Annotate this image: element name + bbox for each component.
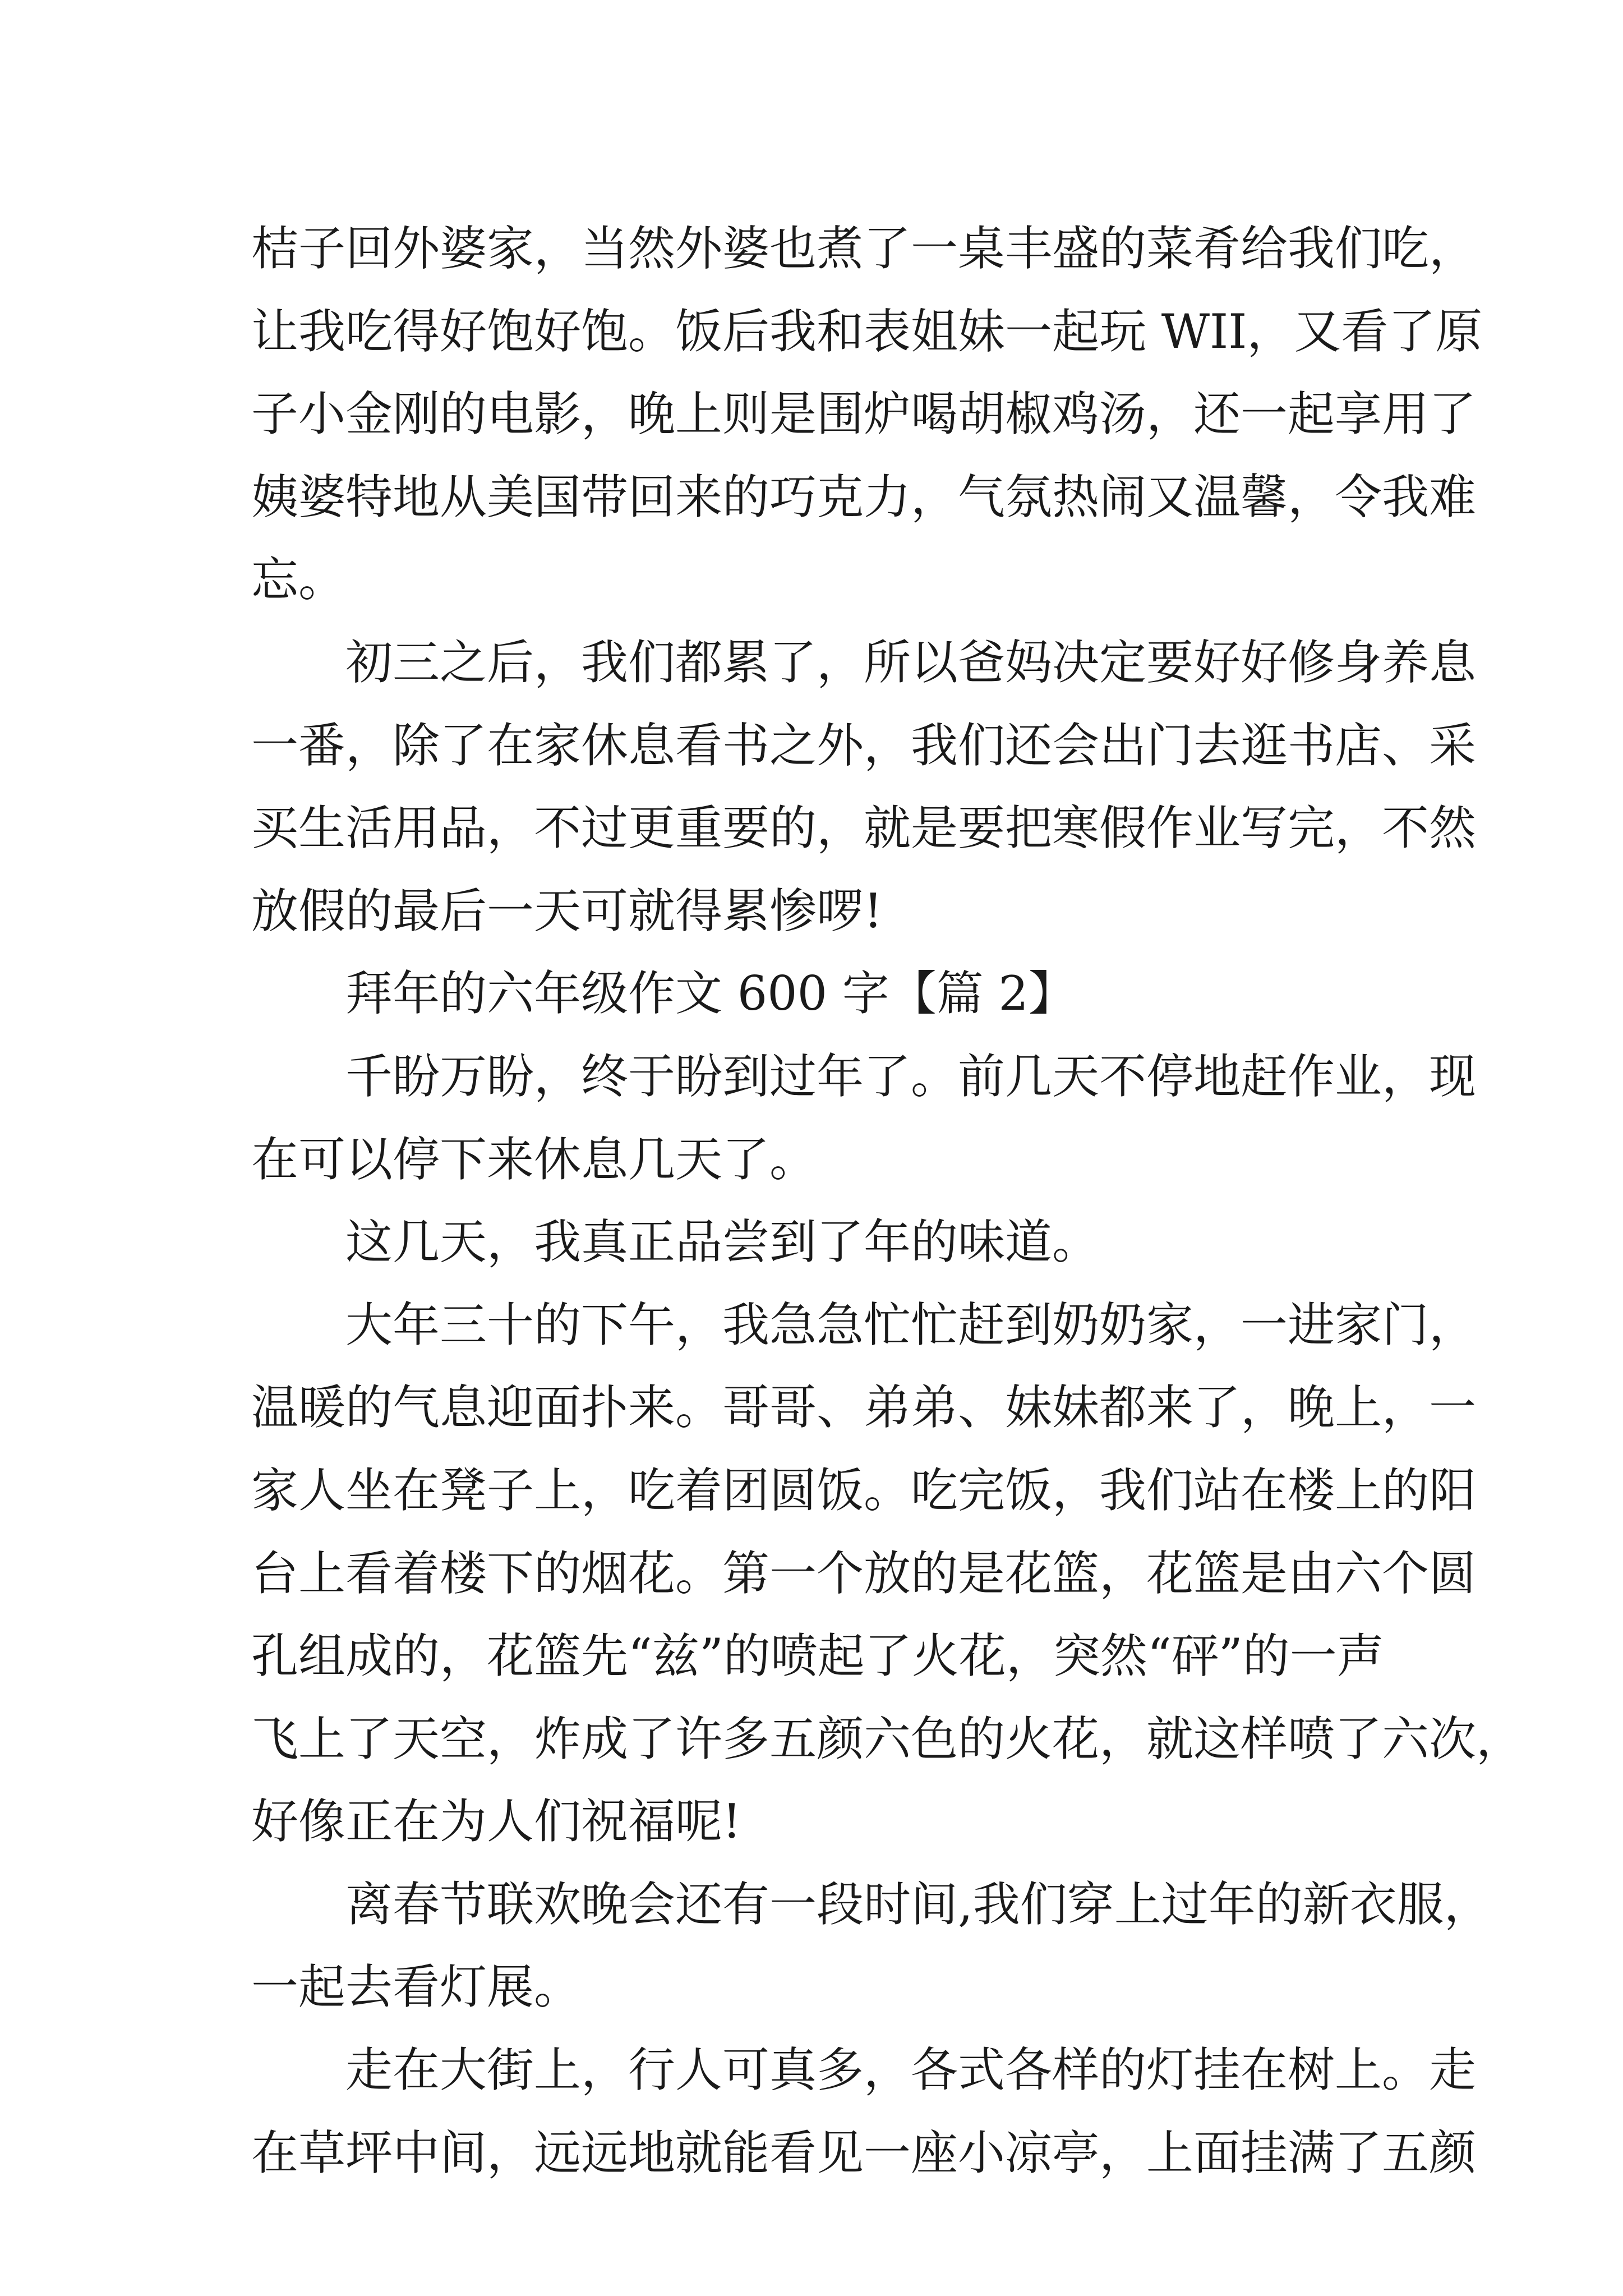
text-line: 千盼万盼，终于盼到过年了。前几天不停地赶作业，现 [345, 1048, 1477, 1104]
text-line: 桔子回外婆家，当然外婆也煮了一桌丰盛的菜肴给我们吃， [251, 221, 1477, 276]
paragraph-6 [251, 1284, 1524, 1864]
text-line: 家人坐在凳子上，吃着团圆饭。吃完饭，我们站在楼上的阳 [251, 1462, 1477, 1518]
text-line: 离春节联欢晚会还有一段时间,我们穿上过年的新衣服， [345, 1876, 1491, 1932]
text-line: 好像正在为人们祝福呢! [251, 1794, 741, 1849]
text-line: 飞上了天空，炸成了许多五颜六色的火花，就这样喷了六次， [251, 1711, 1524, 1766]
text-line: 让我吃得好饱好饱。饭后我和表姐妹一起玩 WII，又看了原 [251, 303, 1483, 359]
text-line: 初三之后，我们都累了，所以爸妈决定要好好修身养息 [345, 634, 1477, 690]
text-line: 大年三十的下午，我急急忙忙赶到奶奶家，一进家门， [345, 1297, 1477, 1352]
paragraph-7 [251, 1864, 1491, 2029]
paragraph-1 [251, 208, 1483, 622]
text-line: 买生活用品，不过更重要的，就是要把寒假作业写完，不然 [251, 800, 1477, 856]
text-line: 在可以停下来休息几天了。 [251, 1131, 817, 1187]
text-line: 忘。 [251, 552, 346, 608]
text-line: 一起去看灯展。 [251, 1959, 582, 2015]
text-line: 温暖的气息迎面扑来。哥哥、弟弟、妹妹都来了，晚上，一 [251, 1380, 1477, 1435]
text-line: 孔组成的，花篮先“兹”的喷起了火花，突然“砰”的一声 [251, 1628, 1384, 1684]
text-line: 这几天，我真正品尝到了年的味道。 [345, 1214, 1100, 1270]
paragraph-5 [251, 1201, 1378, 1284]
heading-line: 拜年的六年级作文 600 字【篇 2】 [345, 966, 1076, 1022]
section-heading [251, 953, 1378, 1036]
text-line: 一番，除了在家休息看书之外，我们还会出门去逛书店、采 [251, 717, 1477, 773]
text-line: 子小金刚的电影，晚上则是围炉喝胡椒鸡汤，还一起享用了 [251, 386, 1477, 442]
text-line: 姨婆特地从美国带回来的巧克力，气氛热闹又温馨，令我难 [251, 469, 1477, 524]
document-body [251, 208, 1524, 2194]
text-line: 台上看着楼下的烟花。第一个放的是花篮，花篮是由六个圆 [251, 1545, 1477, 1601]
paragraph-8 [251, 2029, 1477, 2194]
paragraph-2 [251, 622, 1477, 953]
text-line: 放假的最后一天可就得累惨啰! [251, 883, 883, 938]
text-line: 在草坪中间，远远地就能看见一座小凉亭，上面挂满了五颜 [251, 2125, 1477, 2180]
paragraph-4 [251, 1036, 1477, 1201]
text-line: 走在大街上，行人可真多，各式各样的灯挂在树上。走 [345, 2042, 1477, 2098]
